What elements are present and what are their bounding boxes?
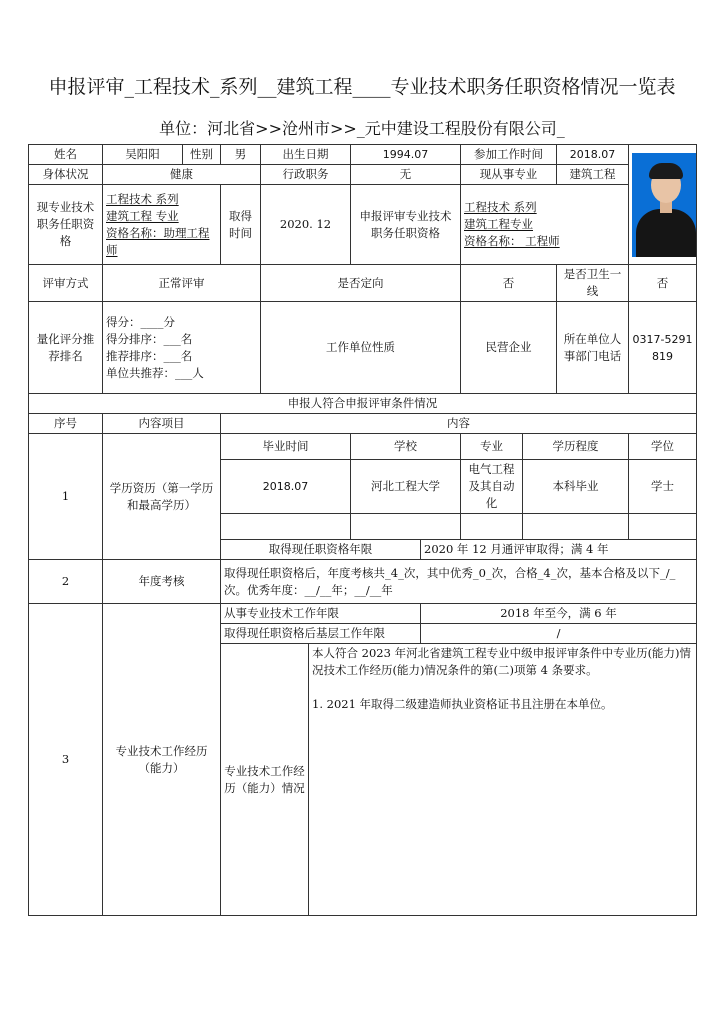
directed-label: 是否定向	[261, 265, 461, 302]
hr-phone-value: 0317-5291819	[629, 302, 697, 394]
edu-empty-5	[629, 514, 697, 540]
name-label: 姓名	[29, 145, 103, 165]
conditions-title: 申报人符合申报评审条件情况	[29, 394, 697, 414]
exp-years-value: 2018 年至今，满 6 年	[421, 604, 697, 624]
exp-para2: 1. 2021 年取得二级建造师执业资格证书且注册在本单位。	[312, 697, 613, 711]
frontline-value: 否	[629, 265, 697, 302]
obtain-time-label: 取得时间	[221, 185, 261, 265]
quant-scores	[103, 302, 261, 394]
edu-degree: 学士	[629, 460, 697, 514]
col-content-header: 内容	[221, 414, 697, 434]
exp-grassroots-label: 取得现任职资格后基层工作年限	[221, 624, 421, 644]
edu-major: 电气工程及其自动化	[461, 460, 523, 514]
frontline-label: 是否卫生一线	[557, 265, 629, 302]
edu-h-school: 学校	[351, 434, 461, 460]
exp-grassroots-value: /	[421, 624, 697, 644]
directed-value: 否	[461, 265, 557, 302]
review-method-value: 正常评审	[103, 265, 261, 302]
edu-seq: 1	[29, 434, 103, 560]
apply-qual-line2: 建筑工程专业	[464, 217, 533, 231]
work-start-value: 2018.07	[557, 145, 629, 165]
current-qual-line2: 建筑工程 专业	[106, 208, 179, 223]
edu-years-label: 取得现任职资格年限	[221, 540, 421, 560]
edu-school: 河北工程大学	[351, 460, 461, 514]
edu-h-degree: 学位	[629, 434, 697, 460]
exp-years-label: 从事专业技术工作年限	[221, 604, 421, 624]
annual-item: 年度考核	[103, 560, 221, 604]
edu-empty-2	[351, 514, 461, 540]
unit-nature-label: 工作单位性质	[261, 302, 461, 394]
rec-rank-line: 推荐排序：___名	[106, 348, 193, 363]
apply-qual-value	[461, 185, 629, 265]
gender-label: 性别	[183, 145, 221, 165]
obtain-time-value: 2020. 12	[261, 185, 351, 265]
health-value: 健康	[103, 165, 261, 185]
work-start-label: 参加工作时间	[461, 145, 557, 165]
apply-qual-line1: 工程技术 系列	[464, 200, 537, 214]
review-method-label: 评审方式	[29, 265, 103, 302]
col-item-header: 内容项目	[103, 414, 221, 434]
gender-value: 男	[221, 145, 261, 165]
current-qual-value	[103, 185, 221, 265]
current-qual-line1: 工程技术 系列	[106, 191, 179, 206]
col-seq-header: 序号	[29, 414, 103, 434]
current-qual-line3: 资格名称：助理工程师	[106, 225, 210, 257]
qualification-table	[28, 144, 697, 916]
hr-phone-label: 所在单位人事部门电话	[557, 302, 629, 394]
edu-h-level: 学历程度	[523, 434, 629, 460]
birth-value: 1994.07	[351, 145, 461, 165]
annual-text: 取得现任职资格后，年度考核共_4_次，其中优秀_0_次，合格_4_次，基本合格及以下_/_次。优秀年度：__/__年；__/__年	[221, 560, 697, 604]
applicant-photo	[632, 153, 697, 257]
unit-subtitle: 单位：河北省>>沧州市>>_元中建设工程股份有限公司_	[159, 119, 565, 138]
birth-label: 出生日期	[261, 145, 351, 165]
exp-situation-label: 专业技术工作经历（能力）情况	[221, 644, 309, 916]
total-rec-line: 单位共推荐：___人	[106, 365, 204, 380]
edu-h-grad-time: 毕业时间	[221, 434, 351, 460]
score-line: 得分：____分	[106, 314, 175, 329]
edu-empty-4	[523, 514, 629, 540]
exp-situation-content	[309, 644, 697, 916]
exp-para1: 本人符合 2023 年河北省建筑工程专业中级申报评审条件中专业历(能力)情况技术工作经历(能力)情况条件的第(二)项第 4 条要求。	[312, 646, 692, 677]
edu-item: 学历资历（第一学历和最高学历）	[103, 434, 221, 560]
apply-qual-line3: 资格名称： 工程师	[464, 234, 560, 248]
admin-value: 无	[351, 165, 461, 185]
annual-seq: 2	[29, 560, 103, 604]
admin-label: 行政职务	[261, 165, 351, 185]
edu-level: 本科毕业	[523, 460, 629, 514]
current-major-label: 现从事专业	[461, 165, 557, 185]
current-major-value: 建筑工程	[557, 165, 629, 185]
edu-years-value: 2020 年 12 月通评审取得；满 4 年	[421, 540, 697, 560]
current-qual-label: 现专业技术职务任职资格	[29, 185, 103, 265]
exp-item: 专业技术工作经历（能力）	[103, 604, 221, 916]
quant-label: 量化评分推荐排名	[29, 302, 103, 394]
health-label: 身体状况	[29, 165, 103, 185]
score-rank-line: 得分排序：___名	[106, 331, 193, 346]
name-value: 吴阳阳	[103, 145, 183, 165]
unit-nature-value: 民营企业	[461, 302, 557, 394]
edu-empty-1	[221, 514, 351, 540]
edu-empty-3	[461, 514, 523, 540]
edu-h-major: 专业	[461, 434, 523, 460]
edu-grad-time: 2018.07	[221, 460, 351, 514]
photo-cell	[629, 145, 697, 265]
page-title: 申报评审_工程技术_系列__建筑工程____专业技术职务任职资格情况一览表	[48, 76, 676, 98]
exp-seq: 3	[29, 604, 103, 916]
apply-qual-label: 申报评审专业技术职务任职资格	[351, 185, 461, 265]
